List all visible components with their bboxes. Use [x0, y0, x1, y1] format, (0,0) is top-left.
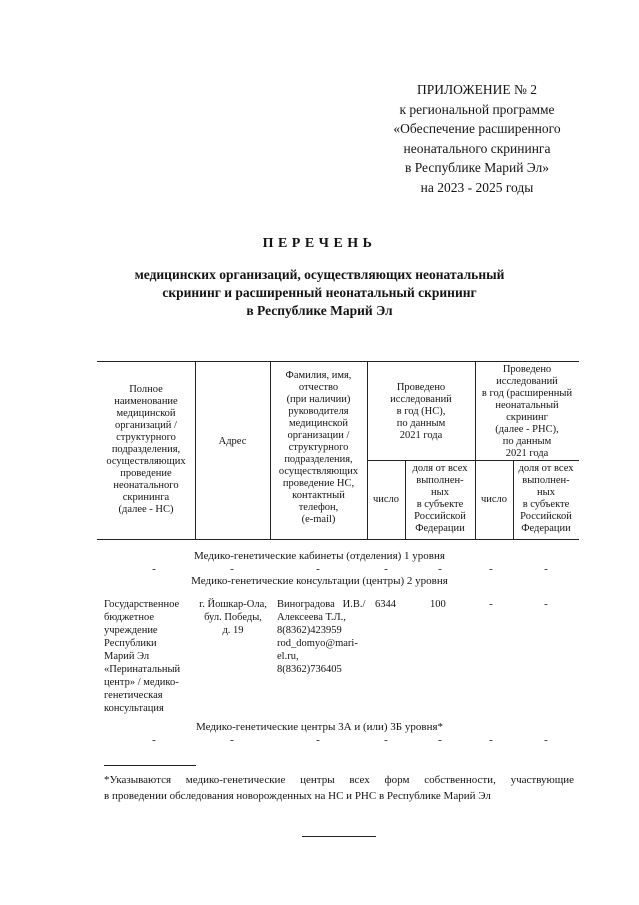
- header-text: проведение: [120, 468, 172, 479]
- appendix-line: на 2023 - 2025 годы: [420, 179, 534, 195]
- header-text: выполнен-: [416, 475, 464, 486]
- appendix-line: неонатального скрининга: [403, 140, 551, 156]
- header-text: наименование: [114, 396, 178, 407]
- header-text: подразделения,: [284, 454, 353, 465]
- document-subtitle: [0, 266, 639, 320]
- empty-cell-dash: -: [489, 734, 493, 746]
- empty-cell-dash: -: [230, 563, 234, 575]
- header-text: (далее - НС): [118, 504, 174, 515]
- cell-text: «Перинатальный: [104, 664, 181, 675]
- cell-text: центр» / медико-: [104, 677, 179, 688]
- cell-text: 8(8362)423959: [277, 625, 342, 636]
- appendix-line: ПРИЛОЖЕНИЕ № 2: [416, 82, 538, 97]
- header-text: неонатального: [113, 480, 179, 491]
- header-text: ных: [431, 487, 449, 498]
- empty-cell-dash: -: [544, 734, 548, 746]
- end-separator: [302, 836, 376, 837]
- header-address: [195, 436, 270, 448]
- empty-cell-dash: -: [544, 563, 548, 575]
- header-text: медицинской: [288, 418, 349, 429]
- header-rns-count: [475, 494, 513, 506]
- header-text: в год (расширенный: [481, 388, 573, 399]
- header-text: 2021 года: [505, 448, 549, 459]
- header-text: Проведено: [502, 364, 552, 375]
- header-text: (при наличии): [286, 394, 351, 405]
- header-rns-group: [475, 364, 579, 460]
- header-text: выполнен-: [522, 475, 570, 486]
- appendix-line: в Республике Марий Эл»: [404, 160, 550, 175]
- cell-text: бул. Победы,: [204, 612, 262, 623]
- table-column-divider: [195, 361, 196, 539]
- header-ns-count: [367, 494, 405, 506]
- table-header-bottom-border: [97, 539, 579, 540]
- cell-text: Государственное: [104, 599, 180, 610]
- document-title: ПЕРЕЧЕНЬ: [262, 236, 377, 251]
- header-text: осуществляющих: [106, 456, 186, 467]
- header-text: осуществляющих: [278, 466, 359, 477]
- header-text: число: [372, 494, 400, 505]
- header-text: доля от всех: [412, 463, 468, 474]
- empty-cell-dash: -: [316, 734, 320, 746]
- subtitle-line: медицинских организаций, осуществляющих неонатальный: [134, 267, 505, 282]
- cell-text: rod_domyo@mari-: [277, 638, 358, 649]
- cell-text: г. Йошкар-Ола,: [199, 599, 267, 610]
- footnote-line: в проведении обследования новорожденных на НС и РНС в Республике Марий Эл: [104, 790, 491, 802]
- header-ns-share: [405, 463, 475, 535]
- header-org-name: [97, 384, 195, 516]
- row-rns-count: -: [489, 598, 493, 610]
- cell-text: генетическая: [104, 690, 163, 701]
- section-title: Медико-генетические консультации (центры) 2 уровня: [191, 575, 448, 587]
- empty-cell-dash: -: [384, 563, 388, 575]
- header-text: число: [480, 494, 508, 505]
- cell-text: 8(8362)736405: [277, 664, 342, 675]
- cell-text: д. 19: [222, 625, 244, 636]
- header-text: организации /: [287, 430, 350, 441]
- empty-cell-dash: -: [152, 734, 156, 746]
- header-text: скрининга: [122, 492, 170, 503]
- row-ns-count: 6344: [375, 599, 396, 610]
- row-contact: [277, 598, 365, 676]
- footnote: [104, 772, 574, 804]
- appendix-line: «Обеспечение расширенного: [393, 121, 561, 136]
- header-text: Федерации: [521, 523, 571, 534]
- section-title: Медико-генетические кабинеты (отделения) 1 уровня: [194, 550, 445, 562]
- empty-cell-dash: -: [316, 563, 320, 575]
- header-ns-group: [367, 382, 475, 442]
- header-text: подразделения,: [111, 444, 181, 455]
- section-title: Медико-генетические центры 3А и (или) 3Б уровня*: [195, 721, 444, 733]
- row-org-name: [104, 598, 180, 715]
- header-text: телефон,: [298, 502, 339, 513]
- header-text: Проведено: [396, 382, 446, 393]
- header-text: организаций /: [115, 420, 177, 431]
- header-text: (далее - РНС),: [495, 424, 559, 435]
- table-top-border: [97, 361, 579, 362]
- header-text: ных: [537, 487, 555, 498]
- cell-text: консультация: [104, 703, 164, 714]
- header-text: по данным: [396, 418, 446, 429]
- cell-text: Алексеева Т.Л.,: [277, 612, 346, 623]
- subtitle-line: скрининг и расширенный неонатальный скрининг: [162, 285, 477, 300]
- cell-text: Марий Эл: [104, 651, 150, 662]
- header-text: Российской: [520, 511, 572, 522]
- empty-cell-dash: -: [438, 734, 442, 746]
- header-text: Федерации: [415, 523, 465, 534]
- header-text: исследований: [496, 376, 558, 387]
- cell-text: Республики: [104, 638, 157, 649]
- cell-text: бюджетное: [104, 612, 155, 623]
- header-rns-share: [513, 463, 579, 535]
- header-text: Адрес: [218, 436, 247, 447]
- empty-cell-dash: -: [152, 563, 156, 575]
- header-text: проведение НС,: [282, 478, 355, 489]
- row-ns-share: 100: [430, 599, 446, 610]
- appendix-line: к региональной программе: [399, 101, 555, 117]
- row-address: [196, 598, 270, 637]
- empty-cell-dash: -: [489, 563, 493, 575]
- footnote-separator: [104, 765, 196, 766]
- empty-cell-dash: -: [384, 734, 388, 746]
- cell-text: Виноградова И.В./: [277, 599, 366, 610]
- header-text: Полное: [129, 384, 163, 395]
- header-text: контактный: [292, 490, 345, 501]
- header-text: доля от всех: [518, 463, 574, 474]
- row-rns-share: -: [544, 598, 548, 610]
- header-text: структурного: [288, 442, 349, 453]
- header-head-contact: [270, 370, 367, 526]
- header-text: по данным: [502, 436, 552, 447]
- empty-cell-dash: -: [230, 734, 234, 746]
- header-text: Российской: [414, 511, 466, 522]
- subtitle-line: в Республике Марий Эл: [246, 303, 393, 318]
- cell-text: el.ru,: [277, 651, 299, 662]
- header-text: в субъекте: [522, 499, 570, 510]
- header-text: в субъекте: [416, 499, 464, 510]
- header-text: Фамилия, имя,: [285, 370, 352, 381]
- header-text: неонатальный: [495, 400, 559, 411]
- header-text: отчество: [298, 382, 339, 393]
- cell-text: учреждение: [104, 625, 158, 636]
- table-subheader-divider: [367, 460, 579, 461]
- header-text: медицинской: [116, 408, 176, 419]
- empty-cell-dash: -: [438, 563, 442, 575]
- header-text: в год (НС),: [396, 406, 446, 417]
- appendix-block: [372, 80, 582, 197]
- header-text: скрининг: [506, 412, 548, 423]
- header-text: 2021 года: [399, 430, 443, 441]
- footnote-line: *Указываются медико-генетические центры всех форм собственности, участвующие: [104, 774, 574, 786]
- header-text: исследований: [390, 394, 452, 405]
- header-text: (e-mail): [301, 514, 336, 525]
- header-text: структурного: [116, 432, 176, 443]
- header-text: руководителя: [288, 406, 349, 417]
